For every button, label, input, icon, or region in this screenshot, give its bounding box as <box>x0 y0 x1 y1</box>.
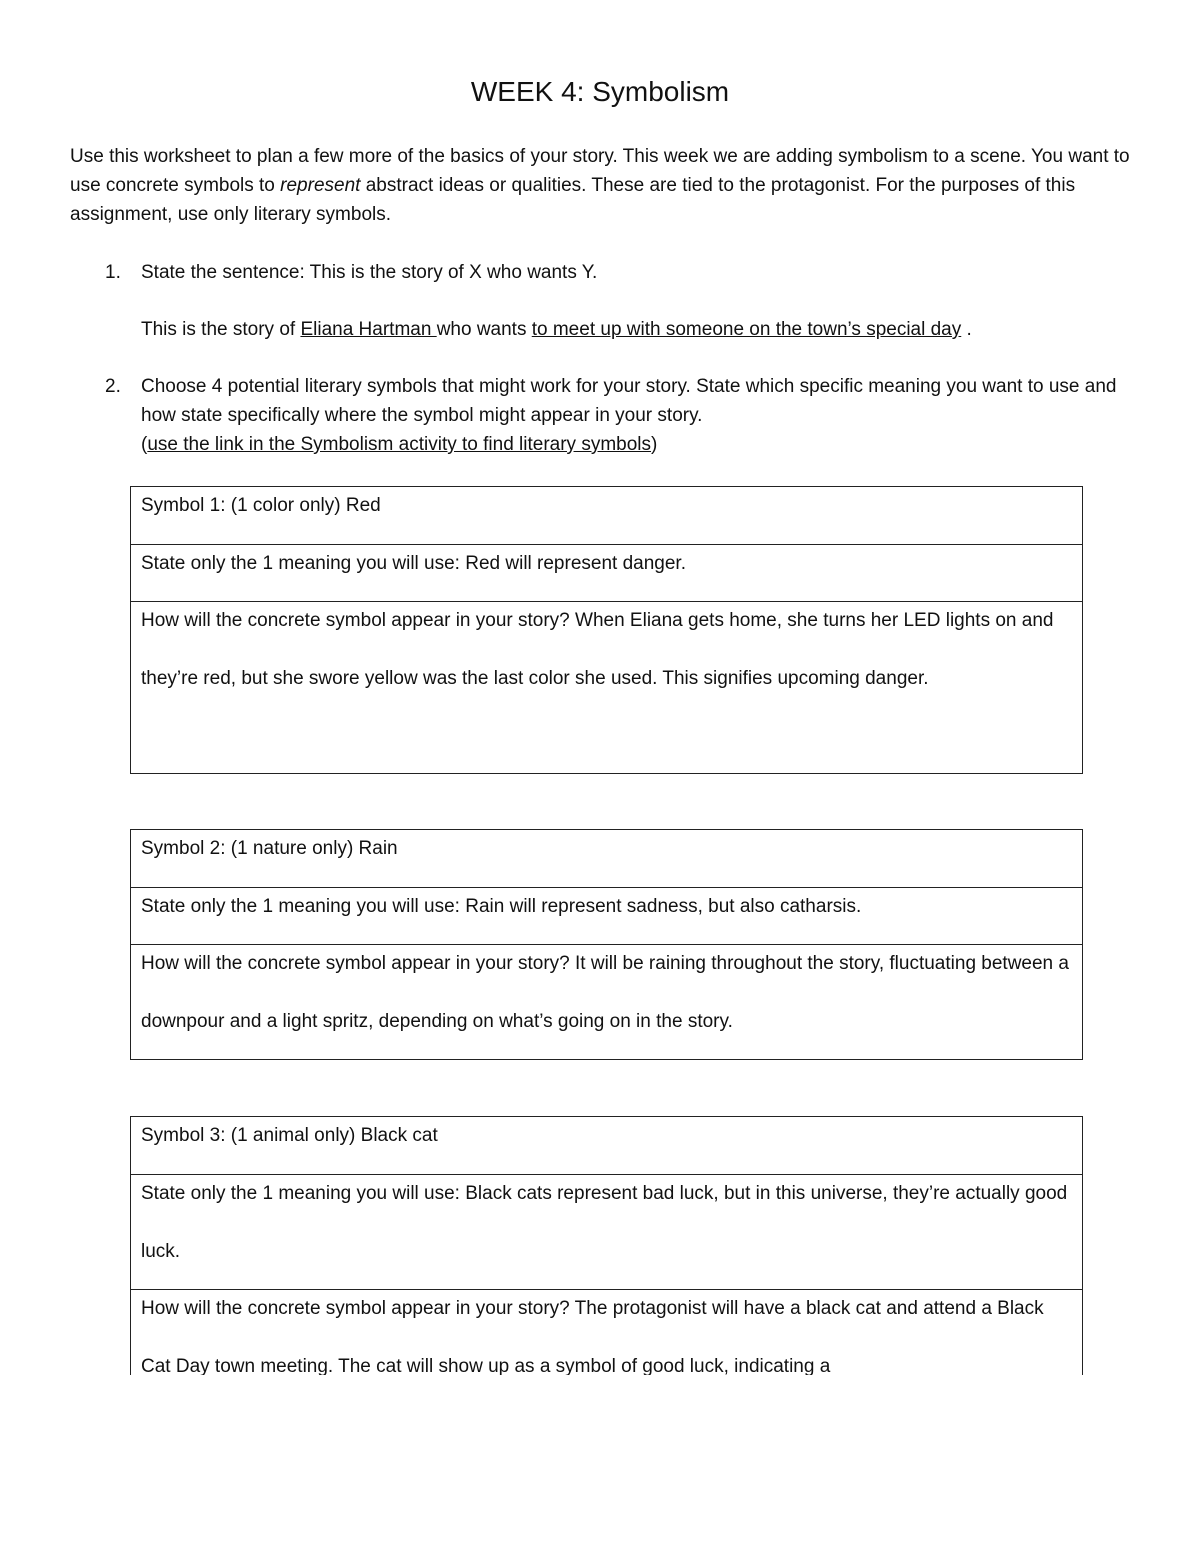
symbol-3-table <box>130 1116 1083 1375</box>
question-1-prompt: State the sentence: This is the story of X who wants Y. <box>141 262 598 283</box>
question-1-number: 1. <box>105 262 121 283</box>
symbol-2-table <box>130 829 1083 1060</box>
question-1-answer <box>141 315 1141 344</box>
symbol-1-name: Symbol 1: (1 color only) Red <box>141 495 381 516</box>
intro-text-1: Use this worksheet to plan a few more of the basics of your story. This week we are adding symbolism to a scene. You want to use concrete symbols to <box>70 146 1130 196</box>
link-paren-open: ( <box>141 434 148 455</box>
question-2-body <box>141 372 1141 459</box>
question-2-link-line <box>141 430 1141 459</box>
symbol-3-clip <box>128 1116 1088 1375</box>
question-2-number: 2. <box>105 376 121 397</box>
symbol-2-name: Symbol 2: (1 nature only) Rain <box>141 838 398 859</box>
symbol-1-appearance-cell[interactable] <box>131 602 1083 774</box>
symbolism-activity-link[interactable]: use the link in the Symbolism activity to find literary symbols <box>147 434 652 455</box>
question-1-body <box>141 258 1141 344</box>
symbol-2-appearance: How will the concrete symbol appear in your story? It will be raining throughout the story, fluctuating between a downpour and a light spritz, depending on what’s going on in the story. <box>141 953 1069 1032</box>
symbol-3-name: Symbol 3: (1 animal only) Black cat <box>141 1125 438 1146</box>
answer-suffix: . <box>961 319 972 340</box>
intro-emphasis: represent <box>280 175 361 196</box>
symbol-1-table <box>130 486 1083 774</box>
answer-prefix: This is the story of <box>141 319 301 340</box>
link-paren-close: ) <box>651 434 658 455</box>
intro-text-2: abstract ideas or qualities. These are tied to the protagonist. For the purposes of this assignment, use only literary symbols. <box>70 175 1076 225</box>
intro-paragraph <box>70 142 1130 229</box>
symbol-1-appearance: How will the concrete symbol appear in your story? When Eliana gets home, she turns her LED lights on and they’re red, but she swore yellow was the last color she used. This signifies upcoming danger. <box>141 610 1054 689</box>
symbol-3-appearance: How will the concrete symbol appear in your story? The protagonist will have a black cat and attend a Black Cat Day town meeting. The cat will show up as a symbol of good luck, indicating a <box>141 1298 1044 1375</box>
answer-character: Eliana Hartman <box>300 319 437 340</box>
answer-goal: to meet up with someone on the town’s special day <box>531 319 962 340</box>
symbol-2-meaning: State only the 1 meaning you will use: Rain will represent sadness, but also catharsis. <box>141 896 862 917</box>
question-2-prompt: Choose 4 potential literary symbols that might work for your story. State which specific meaning you want to use and how state specifically where the symbol might appear in your story. <box>141 376 1117 426</box>
symbol-2-appearance-cell[interactable] <box>131 945 1083 1060</box>
symbol-3-meaning-cell[interactable] <box>131 1175 1083 1290</box>
symbol-3-appearance-cell[interactable] <box>131 1290 1083 1376</box>
symbol-1-meaning: State only the 1 meaning you will use: Red will represent danger. <box>141 553 686 574</box>
answer-middle: who wants <box>436 319 532 340</box>
page-title: WEEK 4: Symbolism <box>470 76 730 107</box>
symbol-3-meaning: State only the 1 meaning you will use: Black cats represent bad luck, but in this universe, they’re actually good luck. <box>141 1183 1068 1262</box>
